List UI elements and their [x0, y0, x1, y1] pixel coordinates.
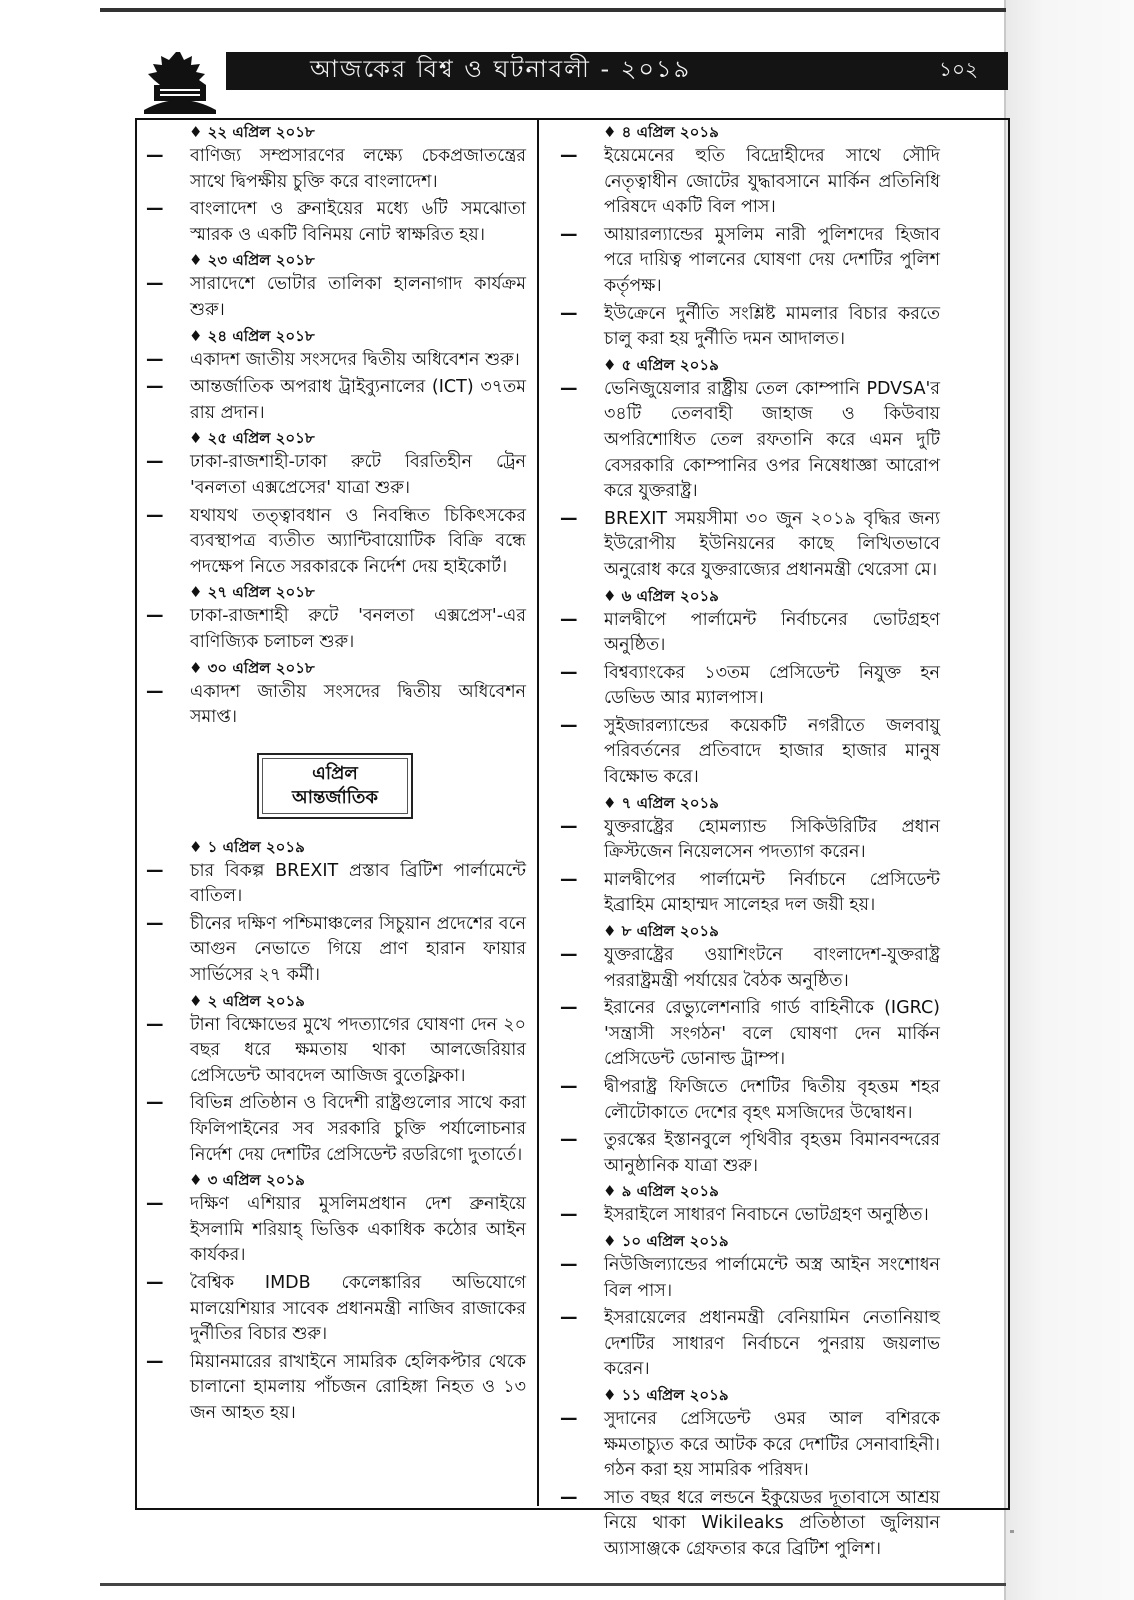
date-heading: ♦ ২৩ এপ্রিল ২০১৮ [189, 251, 315, 270]
dash-bullet-icon: — [146, 1194, 164, 1215]
date-heading: ♦ ২২ এপ্রিল ২০১৮ [189, 123, 315, 141]
dash-bullet-icon: — [560, 609, 578, 630]
date-heading: ♦ ৭ এপ্রিল ২০১৯ [603, 793, 719, 812]
dash-bullet-icon: — [560, 1130, 578, 1151]
dash-bullet-icon: — [560, 1408, 578, 1429]
dash-bullet-icon: — [560, 715, 578, 736]
news-item [550, 1306, 940, 1383]
news-item [136, 450, 526, 501]
news-item-text: বিশ্বব্যাংকের ১৩তম প্রেসিডেন্ট নিযুক্ত হন ডেভিড আর ম্যালপাস। [604, 662, 940, 709]
news-item [136, 1271, 526, 1348]
news-item [136, 604, 526, 655]
news-item-text: ভেনিজুয়েলার রাষ্ট্রীয় তেল কোম্পানি PDVSA'র ৩৪টি তেলবাহী জাহাজ ও কিউবায় অপরিশোধিত তেল রফতানি করে এমন দুটি বেসরকারি কোম্পানির ওপর নিষেধাজ্ঞা আরোপ করে যুক্তরাষ্ট্র। [604, 378, 940, 502]
news-item-text: সুদানের প্রেসিডেন্ট ওমর আল বশিরকে ক্ষমতাচ্যুত করে আটক করে দেশটির সেনাবাহিনী। গঠন করা হয় সামরিক পরিষদ। [604, 1408, 940, 1481]
dash-bullet-icon: — [146, 505, 164, 526]
news-item [550, 1407, 940, 1484]
news-item [550, 144, 940, 221]
date-heading: ♦ ৩ এপ্রিল ২০১৯ [189, 1171, 305, 1190]
date-heading: ♦ ১০ এপ্রিল ২০১৯ [603, 1231, 729, 1250]
news-item-text: বিভিন্ন প্রতিষ্ঠান ও বিদেশী রাষ্ট্রগুলোর সাথে করা ফিলিপাইনের সব সরকারি চুক্তি পর্যালোচনার নির্দেশ দেয় দেশটির প্রেসিডেন্ট রডরিগো দুতার্তে। [190, 1093, 526, 1165]
news-item-text: চার বিকল্প BREXIT প্রস্তাব ব্রিটিশ পার্লামেন্টে বাতিল। [190, 860, 526, 907]
dash-bullet-icon: — [146, 199, 164, 220]
date-heading: ♦ ১ এপ্রিল ২০১৯ [189, 837, 305, 856]
dash-bullet-icon: — [560, 224, 578, 245]
news-item [136, 1350, 526, 1427]
section-label: আন্তর্জাতিক [292, 786, 378, 808]
news-item-text: সারাদেশে ভোটার তালিকা হালনাগাদ কার্যক্রম শুরু। [190, 274, 526, 320]
dash-bullet-icon: — [560, 508, 578, 529]
news-item-text: ইউক্রেনে দুর্নীতি সংশ্লিষ্ট মামলার বিচার করতে চালু করা হয় দুর্নীতি দমন আদালত। [604, 303, 940, 350]
dash-bullet-icon: — [146, 913, 164, 934]
news-item [550, 302, 940, 353]
news-item-text: নিউজিল্যান্ডের পার্লামেন্টে অস্ত্র আইন সংশোধন বিল পাস। [604, 1254, 940, 1301]
news-item-text: ঢাকা-রাজশাহী-ঢাকা রুটে বিরতিহীন ট্রেন 'বনলতা এক্সপ্রেসের' যাত্রা শুরু। [190, 452, 526, 498]
news-item [550, 661, 940, 712]
dash-bullet-icon: — [560, 1254, 578, 1275]
news-item [550, 815, 940, 866]
date-heading: ♦ ২৪ এপ্রিল ২০১৮ [189, 326, 315, 345]
news-item [136, 1013, 526, 1090]
section-heading-box [257, 753, 413, 819]
news-item [550, 943, 940, 994]
news-item [136, 197, 526, 248]
news-item [550, 868, 940, 919]
news-item [550, 1075, 940, 1126]
top-rule [100, 8, 1006, 12]
news-item-text: বাংলাদেশ ও ব্রুনাইয়ের মধ্যে ৬টি সমঝোতা স্মারক ও একটি বিনিময় নোট স্বাক্ষরিত হয়। [190, 199, 526, 245]
dash-bullet-icon: — [146, 452, 164, 473]
dash-bullet-icon: — [560, 662, 578, 683]
news-item-text: সুইজারল্যান্ডের কয়েকটি নগরীতে জলবায়ু পরিবর্তনের প্রতিবাদে হাজার হাজার মানুষ বিক্ষোভ করে। [604, 715, 940, 788]
date-heading: ♦ ২৫ এপ্রিল ২০১৮ [189, 429, 315, 448]
date-heading: ♦ ৪ এপ্রিল ২০১৯ [603, 123, 719, 141]
news-item-text: তুরস্কের ইস্তানবুলে পৃথিবীর বৃহত্তম বিমানবন্দরের আনুষ্ঠানিক যাত্রা শুরু। [604, 1130, 940, 1176]
dash-bullet-icon: — [146, 681, 164, 702]
news-item-text: BREXIT সময়সীমা ৩০ জুন ২০১৯ বৃদ্ধির জন্য ইউরোপীয় ইউনিয়নের কাছে লিখিতভাবে অনুরোধ করে যুক্তরাজ্যের প্রধানমন্ত্রী থেরেসা মে। [604, 508, 940, 580]
column-divider [537, 118, 539, 1506]
dash-bullet-icon: — [560, 378, 578, 399]
news-item [550, 377, 940, 505]
news-item [136, 504, 526, 581]
news-item-text: দক্ষিণ এশিয়ার মুসলিমপ্রধান দেশ ব্রুনাইয়ে ইসলামি শরিয়াহ্ ভিত্তিক একাধিক কঠোর আইন কার্যকর। [190, 1194, 526, 1266]
news-item-text: আয়ারল্যান্ডের মুসলিম নারী পুলিশদের হিজাব পরে দায়িত্ব পালনের ঘোষণা দেয় দেশটির পুলিশ কর্তৃপক্ষ। [604, 224, 940, 296]
header-title: আজকের বিশ্ব ও ঘটনাবলী - ২০১৯ [310, 55, 692, 83]
dash-bullet-icon: — [146, 606, 164, 627]
news-item-text: ইয়েমেনের হুতি বিদ্রোহীদের সাথে সৌদি নেতৃত্বাধীন জোটের যুদ্ধাবসানে মার্কিন প্রতিনিধি পরিষদে একটি বিল পাস। [604, 146, 940, 218]
dash-bullet-icon: — [146, 349, 164, 370]
date-heading: ♦ ১১ এপ্রিল ২০১৯ [603, 1385, 729, 1404]
news-item [550, 714, 940, 791]
dash-bullet-icon: — [146, 860, 164, 881]
news-item [550, 223, 940, 300]
news-item-text: একাদশ জাতীয় সংসদের দ্বিতীয় অধিবেশন শুরু। [190, 349, 520, 370]
news-item [136, 1091, 526, 1168]
date-heading: ♦ ৫ এপ্রিল ২০১৯ [603, 355, 719, 374]
news-item-text: মালদ্বীপে পার্লামেন্ট নির্বাচনের ভোটগ্রহণ অনুষ্ঠিত। [604, 609, 940, 656]
section-month: এপ্রিল [312, 762, 358, 784]
news-item-text: টানা বিক্ষোভের মুখে পদত্যাগের ঘোষণা দেন ২০ বছর ধরে ক্ষমতায় থাকা আলজেরিয়ার প্রেসিডেন্ট আবদেল আজিজ বুতেফ্লিকা। [190, 1014, 526, 1086]
news-item [136, 912, 526, 989]
dash-bullet-icon: — [560, 303, 578, 324]
page-number: ১০২ [939, 56, 978, 81]
news-item-text: দ্বীপরাষ্ট্র ফিজিতে দেশটির দ্বিতীয় বৃহত্তম শহর লৌটোকাতে দেশের বৃহৎ মসজিদের উদ্বোধন। [604, 1077, 940, 1123]
news-item-text: যুক্তরাষ্ট্রের হোমল্যান্ড সিকিউরিটির প্রধান ক্রিস্টজেন নিয়েলসেন পদত্যাগ করেন। [604, 816, 940, 863]
news-item [550, 507, 940, 584]
dash-bullet-icon: — [560, 998, 578, 1019]
news-item-text: যথাযথ তত্ত্বাবধান ও নিবন্ধিত চিকিৎসকের ব্যবস্থাপত্র ব্যতীত অ্যান্টিবায়োটিক বিক্রি বন্ধে পদক্ষেপ নিতে সরকারকে নির্দেশ দেয় হাইকোর্ট। [190, 505, 526, 577]
news-item-text: মিয়ানমারের রাখাইনে সামরিক হেলিকপ্টার থেকে চালানো হামলায় পাঁচজন রোহিঙ্গা নিহত ও ১৩ জন আহত হয়। [190, 1351, 526, 1423]
news-item-text: ঢাকা-রাজশাহী রুটে 'বনলতা এক্সপ্রেস'-এর বাণিজ্যিক চলাচল শুরু। [190, 606, 526, 652]
bottom-rule [100, 1583, 1006, 1586]
header-bar [226, 52, 1008, 90]
news-item-text: সাত বছর ধরে লন্ডনে ইকুয়েডর দূতাবাসে আশ্রয় নিয়ে থাকা Wikileaks প্রতিষ্ঠাতা জুলিয়ান অ্যাসাঞ্জকে গ্রেফতার করে ব্রিটিশ পুলিশ। [604, 1487, 940, 1559]
news-item [550, 1486, 940, 1563]
page-speck [1010, 1530, 1014, 1533]
page-edge-shadow [1004, 0, 1134, 1600]
date-heading: ♦ ৩০ এপ্রিল ২০১৮ [189, 658, 315, 677]
news-item [136, 348, 526, 374]
news-item-text: ইসরায়েলের প্রধানমন্ত্রী বেনিয়ামিন নেতানিয়াহু দেশটির সাধারণ নির্বাচনে পুনরায় জয়লাভ করেন। [604, 1308, 940, 1380]
dash-bullet-icon: — [146, 1351, 164, 1372]
news-item-text: ইসরাইলে সাধারণ নিবাচনে ভোটগ্রহণ অনুষ্ঠিত। [604, 1205, 929, 1226]
news-item-text: মালদ্বীপের পার্লামেন্ট নির্বাচনে প্রেসিডেন্ট ইব্রাহিম মোহাম্মদ সালেহর দল জয়ী হয়। [604, 869, 940, 916]
publisher-logo-icon [140, 50, 220, 114]
dash-bullet-icon: — [146, 1014, 164, 1035]
dash-bullet-icon: — [560, 816, 578, 837]
news-item [136, 680, 526, 731]
left-column [136, 122, 526, 1429]
dash-bullet-icon: — [560, 1077, 578, 1097]
news-item [550, 1203, 940, 1229]
dash-bullet-icon: — [560, 146, 578, 166]
dash-bullet-icon: — [560, 869, 578, 890]
news-item-text: ইরানের রেভ্যুলেশনারি গার্ড বাহিনীকে (IGRC) 'সন্ত্রাসী সংগঠন' বলে ঘোষণা দেন মার্কিন প্রেসিডেন্ট ডোনাল্ড ট্রাম্প। [604, 998, 940, 1070]
news-item-text: বৈশ্বিক IMDB কেলেঙ্কারির অভিযোগে মালয়েশিয়ার সাবেক প্রধানমন্ত্রী নাজিব রাজাকের দুর্নীতির বিচার শুরু। [190, 1273, 526, 1345]
news-item-text: বাণিজ্য সম্প্রসারণের লক্ষ্যে চেকপ্রজাতন্ত্রের সাথে দ্বিপক্ষীয় চুক্তি করে বাংলাদেশ। [190, 146, 526, 192]
date-heading: ♦ ৮ এপ্রিল ২০১৯ [603, 922, 719, 941]
news-item-text: একাদশ জাতীয় সংসদের দ্বিতীয় অধিবেশন সমাপ্ত। [190, 681, 526, 728]
date-heading: ♦ ৯ এপ্রিল ২০১৯ [603, 1182, 719, 1201]
news-item [550, 1253, 940, 1304]
date-heading: ♦ ২৭ এপ্রিল ২০১৮ [189, 583, 315, 602]
dash-bullet-icon: — [146, 146, 164, 166]
news-item [136, 1192, 526, 1269]
news-item [136, 375, 526, 426]
news-item-text: যুক্তরাষ্ট্রের ওয়াশিংটনে বাংলাদেশ-যুক্তরাষ্ট্র পররাষ্ট্রমন্ত্রী পর্যায়ের বৈঠক অনুষ্ঠিত। [604, 945, 940, 991]
news-item [550, 608, 940, 659]
right-column [550, 122, 940, 1565]
news-item [136, 859, 526, 910]
news-item-text: চীনের দক্ষিণ পশ্চিমাঞ্চলের সিচুয়ান প্রদেশের বনে আগুন নেভাতে গিয়ে প্রাণ হারান ফায়ার সার্ভিসের ২৭ কর্মী। [190, 913, 526, 986]
news-item [136, 272, 526, 323]
dash-bullet-icon: — [146, 274, 164, 295]
news-item [136, 144, 526, 195]
dash-bullet-icon: — [146, 1093, 164, 1114]
news-item-text: আন্তর্জাতিক অপরাধ ট্রাইব্যুনালের (ICT) ৩৭তম রায় প্রদান। [190, 377, 526, 423]
section-heading-inner [262, 758, 408, 814]
news-item [550, 1128, 940, 1179]
date-heading: ♦ ২ এপ্রিল ২০১৯ [189, 991, 305, 1010]
dash-bullet-icon: — [560, 1205, 578, 1226]
dash-bullet-icon: — [560, 1308, 578, 1329]
dash-bullet-icon: — [146, 377, 164, 398]
dash-bullet-icon: — [560, 945, 578, 966]
dash-bullet-icon: — [146, 1273, 164, 1293]
date-heading: ♦ ৬ এপ্রিল ২০১৯ [603, 586, 719, 605]
dash-bullet-icon: — [560, 1487, 578, 1508]
news-item [550, 996, 940, 1073]
